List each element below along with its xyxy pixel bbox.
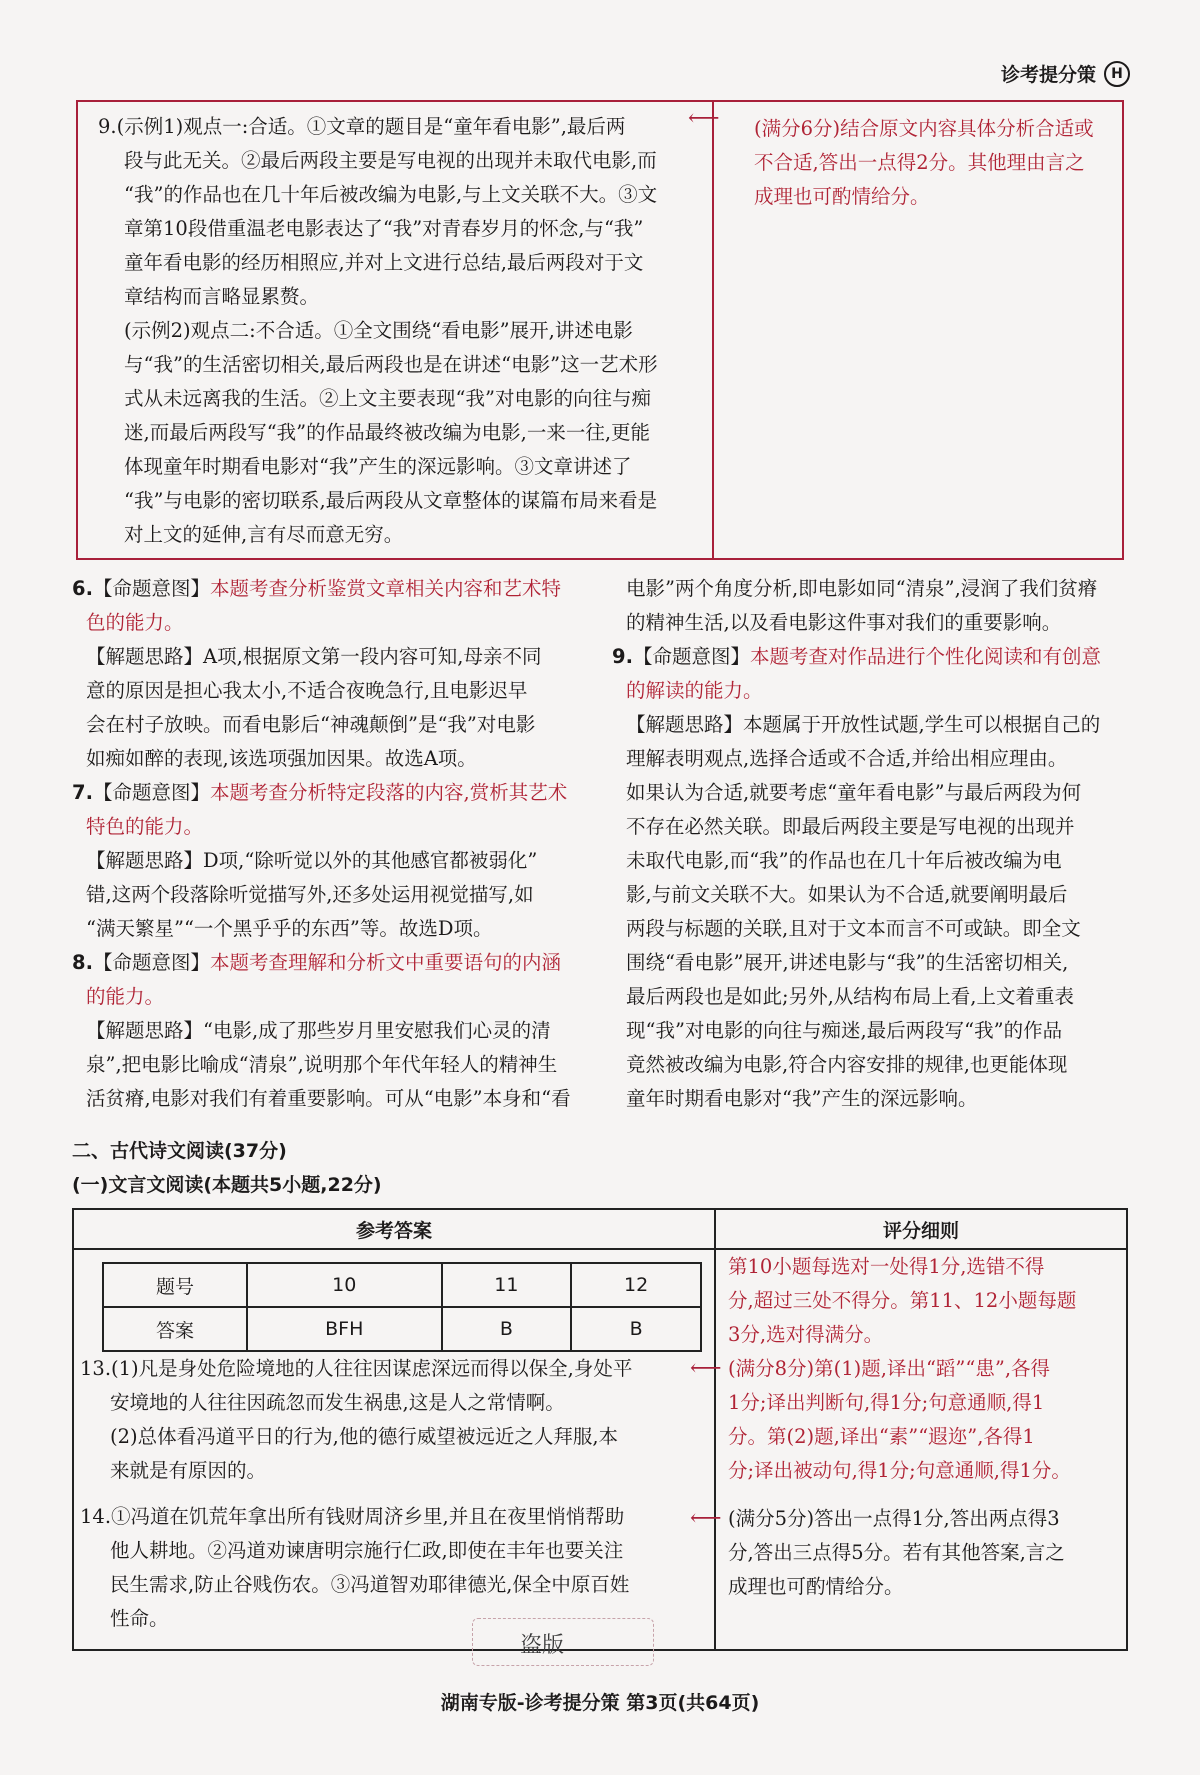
table-cell: 10 (247, 1263, 442, 1307)
explanation-text: 的精神生活,以及看电影这件事对我们的重要影响。 (626, 611, 1062, 634)
table-cell: 12 (571, 1263, 701, 1307)
explanation-text: 会在村子放映。而看电影后“神魂颠倒”是“我”对电影 (86, 713, 536, 736)
table-cell: B (571, 1307, 701, 1351)
arrow-left-icon: ⟵ (690, 1506, 722, 1531)
explanation-text: A项,根据原文第一段内容可知,母亲不同 (203, 645, 542, 668)
explanation-line (612, 946, 1132, 980)
q9-line: 童年看电影的经历相照应,并对上文进行总结,最后两段对于文 (124, 251, 644, 274)
q9-line: (示例2)观点二:不合适。①全文围绕“看电影”展开,讲述电影 (124, 319, 633, 342)
scoring-line: 分。第(2)题,译出“素”“遐迩”,各得1 (728, 1425, 1035, 1448)
q9-scoring-text (714, 102, 1122, 558)
explanation-line (612, 674, 1132, 708)
section-subtitle: (一)文言文阅读(本题共5小题,22分) (72, 1174, 382, 1196)
explanation-text: 如果认为合适,就要考虑“童年看电影”与最后两段为何 (626, 781, 1082, 804)
explanation-text: 如痴如醉的表现,该选项强加因果。故选A项。 (86, 747, 477, 770)
explanation-line (72, 980, 590, 1014)
q14-line: 民生需求,防止谷贱伤农。③冯道智劝耶律德光,保全中原百姓 (110, 1573, 630, 1596)
table-cell: 答案 (103, 1307, 247, 1351)
explanation-line (612, 640, 1132, 674)
q9-line: “我”与电影的密切联系,最后两段从文章整体的谋篇布局来看是 (124, 489, 658, 512)
section-tag: 【解题思路】 (626, 713, 744, 736)
table-row (103, 1263, 701, 1307)
q9-line: 段与此无关。②最后两段主要是写电视的出现并未取代电影,而 (124, 149, 657, 172)
explanation-line (612, 572, 1132, 606)
section-tag: 【命题意图】 (632, 645, 750, 668)
explanation-text: 理解表明观点,选择合适或不合适,并给出相应理由。 (626, 747, 1068, 770)
explanation-line (72, 640, 590, 674)
explanation-text: 的能力。 (86, 985, 165, 1008)
explanation-text: 的解读的能力。 (626, 679, 763, 702)
q13-line: 安境地的人往往因疏忽而发生祸患,这是人之常情啊。 (110, 1391, 565, 1414)
explanation-text: 本题考查分析鉴赏文章相关内容和艺术特 (210, 577, 562, 600)
q14-line: 性命。 (110, 1607, 169, 1630)
section-tag: 【解题思路】 (86, 849, 204, 872)
q14-line: 14.①冯道在饥荒年拿出所有钱财周济乡里,并且在夜里悄悄帮助 (80, 1505, 625, 1528)
explanation-line (72, 776, 590, 810)
explanation-right-column (612, 572, 1132, 1116)
explanation-line (72, 606, 590, 640)
q9-line: 与“我”的生活密切相关,最后两段也是在讲述“电影”这一艺术形 (124, 353, 658, 376)
explanation-line (72, 1048, 590, 1082)
explanation-text: 现“我”对电影的向往与痴迷,最后两段写“我”的作品 (626, 1019, 1063, 1042)
table-cell: B (442, 1307, 572, 1351)
question-number: 8. (72, 951, 93, 974)
explanation-line (612, 742, 1132, 776)
question-number: 7. (72, 781, 93, 804)
explanation-text: 童年时期看电影对“我”产生的深远影响。 (626, 1087, 978, 1110)
explanation-text: 色的能力。 (86, 611, 184, 634)
explanation-text: 两段与标题的关联,且对于文本而言不可或缺。即全文 (626, 917, 1081, 940)
brand-name: 诊考提分策 (1000, 64, 1096, 86)
scoring-line: (满分8分)第(1)题,译出“蹈”“患”,各得 (728, 1357, 1051, 1380)
scoring-line: 成理也可酌情给分。 (728, 1575, 904, 1598)
explanation-text: 不存在必然关联。即最后两段主要是写电视的出现并 (626, 815, 1075, 838)
explanation-text: D项,“除听觉以外的其他感官都被弱化” (203, 849, 538, 872)
q9-line: 章结构而言略显累赘。 (124, 285, 320, 308)
scoring-line: 分;译出被动句,得1分;句意通顺,得1分。 (728, 1459, 1071, 1482)
question-number: 6. (72, 577, 93, 600)
explanation-text: 最后两段也是如此;另外,从结构布局上看,上文着重表 (626, 985, 1074, 1008)
explanation-line (72, 572, 590, 606)
explanation-text: 影,与前文关联不大。如果认为不合适,就要阐明最后 (626, 883, 1068, 906)
explanation-text: 错,这两个段落除听觉描写外,还多处运用视觉描写,如 (86, 883, 534, 906)
table-cell: 题号 (103, 1263, 247, 1307)
q9-line: 对上文的延伸,言有尽而意无穷。 (124, 523, 404, 546)
explanation-line (612, 810, 1132, 844)
explanation-line (72, 912, 590, 946)
explanation-line (612, 708, 1132, 742)
q9-line: 迷,而最后两段写“我”的作品最终被改编为电影,一来一往,更能 (124, 421, 651, 444)
explanation-line (72, 708, 590, 742)
page-footer: 湖南专版-诊考提分策 第3页(共64页) (440, 1692, 760, 1714)
explanation-text: 意的原因是担心我太小,不适合夜晚急行,且电影迟早 (86, 679, 528, 702)
explanation-line (612, 1082, 1132, 1116)
explanation-line (612, 980, 1132, 1014)
table-cell: BFH (247, 1307, 442, 1351)
q9-answer-box (76, 100, 1124, 560)
section-title: 二、古代诗文阅读(37分) (72, 1140, 287, 1162)
scoring-line: (满分5分)答出一点得1分,答出两点得3 (728, 1507, 1060, 1530)
q9-scoring-line: 不合适,答出一点得2分。其他理由言之 (754, 151, 1085, 174)
explanation-line (72, 810, 590, 844)
q9-line: 体现童年时期看电影对“我”产生的深远影响。③文章讲述了 (124, 455, 632, 478)
explanation-left-column (72, 572, 590, 1116)
q9-scoring-line: 成理也可酌情给分。 (754, 185, 930, 208)
explanation-text: 电影”两个角度分析,即电影如同“清泉”,浸润了我们贫瘠 (626, 577, 1098, 600)
explanation-text: 泉”,把电影比喻成“清泉”,说明那个年代年轻人的精神生 (86, 1053, 558, 1076)
section-tag: 【命题意图】 (92, 951, 210, 974)
scoring-detail-header: 评分细则 (716, 1210, 1126, 1250)
q9-line: 9.(示例1)观点一:合适。①文章的题目是“童年看电影”,最后两 (98, 115, 626, 138)
explanation-text: 活贫瘠,电影对我们有着重要影响。可从“电影”本身和“看 (86, 1087, 571, 1110)
scoring-line: 分,答出三点得5分。若有其他答案,言之 (728, 1541, 1065, 1564)
q9-line: 式从未远离我的生活。②上文主要表现“我”对电影的向往与痴 (124, 387, 651, 410)
q13-line: 来就是有原因的。 (110, 1459, 267, 1482)
explanation-text: 特色的能力。 (86, 815, 204, 838)
explanation-text: 本题考查分析特定段落的内容,赏析其艺术 (210, 781, 568, 804)
q9-line: 章第10段借重温老电影表达了“我”对青春岁月的怀念,与“我” (124, 217, 644, 240)
explanation-line (72, 1082, 590, 1116)
explanation-text: 本题考查理解和分析文中重要语句的内涵 (210, 951, 562, 974)
table-scoring-text (728, 1250, 1122, 1352)
column-divider (714, 1210, 716, 1649)
explanation-line (72, 878, 590, 912)
explanation-text: “电影,成了那些岁月里安慰我们心灵的清 (203, 1019, 551, 1042)
q14-answer (80, 1500, 710, 1636)
explanation-text: 本题属于开放性试题,学生可以根据自己的 (743, 713, 1101, 736)
explanation-line (72, 742, 590, 776)
scoring-line: 分,超过三处不得分。第11、12小题每题 (728, 1289, 1077, 1312)
explanation-line (72, 674, 590, 708)
explanation-line (612, 1048, 1132, 1082)
scoring-line: 第10小题每选对一处得1分,选错不得 (728, 1255, 1045, 1278)
explanation-line (612, 606, 1132, 640)
scoring-line: 1分;译出判断句,得1分;句意通顺,得1 (728, 1391, 1045, 1414)
q9-line: “我”的作品也在几十年后被改编为电影,与上文关联不大。③文 (124, 183, 658, 206)
explanation-line (612, 1014, 1132, 1048)
table-row (103, 1307, 701, 1351)
explanation-text: 围绕“看电影”展开,讲述电影与“我”的生活密切相关, (626, 951, 1069, 974)
section-tag: 【命题意图】 (92, 577, 210, 600)
q9-scoring-line: (满分6分)结合原文内容具体分析合适或 (754, 117, 1094, 140)
explanation-line (72, 1014, 590, 1048)
explanation-line (612, 776, 1132, 810)
brand-logo-icon: H (1104, 61, 1130, 87)
explanation-text: “满天繁星”“一个黑乎乎的东西”等。故选D项。 (86, 917, 493, 940)
section-tag: 【解题思路】 (86, 645, 204, 668)
table-cell: 11 (442, 1263, 572, 1307)
q13-line: (2)总体看冯道平日的行为,他的德行威望被远近之人拜服,本 (110, 1425, 619, 1448)
classical-answer-box (72, 1208, 1128, 1651)
explanation-line (612, 912, 1132, 946)
explanation-text: 未取代电影,而“我”的作品也在几十年后被改编为电 (626, 849, 1062, 872)
explanation-line (72, 946, 590, 980)
piracy-stamp: 盗版 (520, 1633, 565, 1658)
section-tag: 【命题意图】 (92, 781, 210, 804)
scoring-line: 3分,选对得满分。 (728, 1323, 884, 1346)
q14-scoring (728, 1502, 1122, 1604)
explanation-line (612, 844, 1132, 878)
reference-answer-header: 参考答案 (74, 1210, 714, 1250)
q13-answer (80, 1352, 710, 1488)
q14-line: 他人耕地。②冯道劝谏唐明宗施行仁政,即使在丰年也要关注 (110, 1539, 624, 1562)
q9-answer-text (78, 102, 714, 558)
explanation-text: 本题考查对作品进行个性化阅读和有创意 (750, 645, 1102, 668)
brand-header (1001, 60, 1130, 87)
question-number: 9. (612, 645, 633, 668)
q13-line: 13.(1)凡是身处危险境地的人往往因谋虑深远而得以保全,身处平 (80, 1357, 633, 1380)
explanation-text: 竟然被改编为电影,符合内容安排的规律,也更能体现 (626, 1053, 1068, 1076)
arrow-left-icon: ⟵ (690, 1356, 722, 1381)
explanation-line (72, 844, 590, 878)
explanation-line (612, 878, 1132, 912)
answer-table (102, 1262, 702, 1352)
arrow-left-icon: ⟵ (688, 106, 720, 131)
section-tag: 【解题思路】 (86, 1019, 204, 1042)
q13-scoring (728, 1352, 1122, 1488)
